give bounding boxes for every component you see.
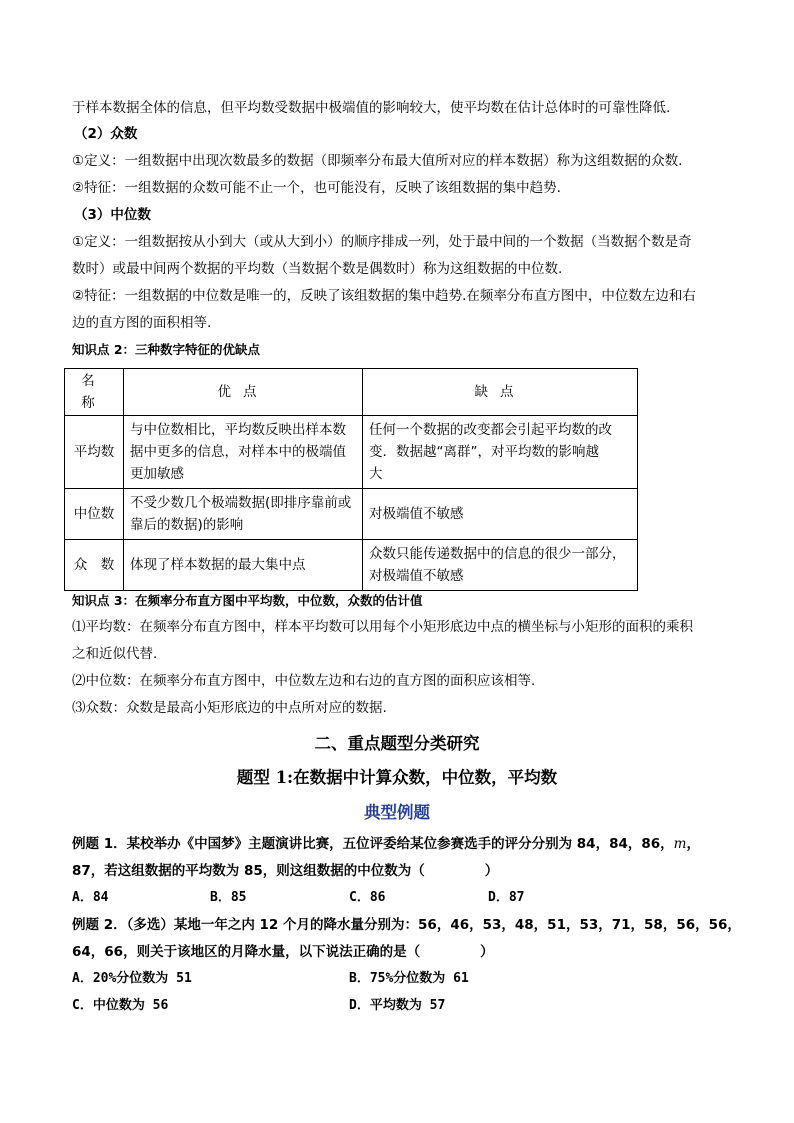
example-1-line-1: 例题 1．某校举办《中国梦》主题演讲比赛，五位评委给某位参赛选手的评分分别为 84，84，86，m，	[72, 836, 700, 852]
table-row-mean	[65, 416, 638, 489]
example-2-line-2: 64，66，则关于该地区的月降水量，以下说法正确的是（ ）	[72, 944, 494, 960]
example-2-line-1: 例题 2．（多选）某地一年之内 12 个月的降水量分别为：56，46，53，48，51，53，71，58，56，56，	[72, 917, 741, 933]
section-title: 二、重点题型分类研究	[314, 734, 480, 753]
kp3-mean-1: ⑴平均数：在频率分布直方图中，样本平均数可以用每个小矩形底边中点的横坐标与小矩形的面积的乘积	[72, 619, 693, 635]
mode-feature: ②特征：一组数据的众数可能不止一个，也可能没有，反映了该组数据的集中趋势.	[72, 180, 561, 196]
median-feature-2: 边的直方图的面积相等.	[72, 315, 212, 331]
example-2-option-b: B．75%分位数为 61	[349, 971, 469, 986]
kp3-mean-2: 之和近似代替.	[72, 646, 158, 662]
example-1-option-a: A．84	[72, 890, 109, 905]
header-name: 名称	[65, 369, 124, 416]
knowledge-point-3-title: 知识点 3：在频率分布直方图中平均数，中位数，众数的估计值	[72, 593, 423, 608]
row-disadvantages: 众数只能传递数据中的信息的很少一部分， 对极端值不敏感	[363, 540, 638, 591]
header-disadvantages: 缺点	[363, 369, 638, 416]
table-row-median	[65, 489, 638, 540]
example-1-option-c: C．86	[349, 890, 386, 905]
example-1-option-d: D．87	[488, 890, 525, 905]
question-type-title: 题型 1:在数据中计算众数，中位数，平均数	[236, 768, 558, 787]
example-heading: 典型例题	[364, 803, 430, 822]
row-disadvantages: 任何一个数据的改变都会引起平均数的改 变．数据越“离群”，对平均数的影响越 大	[363, 416, 638, 489]
row-advantages: 与中位数相比，平均数反映出样本数 据中更多的信息，对样本中的极端值 更加敏感	[124, 416, 363, 489]
comparison-table	[64, 368, 638, 591]
example-2-option-d: D．平均数为 57	[349, 998, 446, 1013]
median-definition-1: ①定义：一组数据按从小到大（或从大到小）的顺序排成一列，处于最中间的一个数据（当数据个数是奇	[72, 234, 692, 250]
kp3-mode: ⑶众数：众数是最高小矩形底边的中点所对应的数据.	[72, 700, 387, 716]
knowledge-point-2-title: 知识点 2：三种数字特征的优缺点	[72, 342, 261, 357]
intro-line: 于样本数据全体的信息，但平均数受数据中极端值的影响较大，使平均数在估计总体时的可靠性降低.	[72, 100, 671, 116]
example-2-option-a: A．20%分位数为 51	[72, 971, 192, 986]
median-feature-1: ②特征：一组数据的中位数是唯一的，反映了该组数据的集中趋势.在频率分布直方图中，中位数左边和右	[72, 288, 696, 304]
mode-definition: ①定义：一组数据中出现次数最多的数据（即频率分布最大值所对应的样本数据）称为这组数据的众数.	[72, 153, 683, 169]
table-header-row	[65, 369, 638, 416]
mode-title: （2）众数	[74, 126, 138, 142]
variable-m: m	[673, 836, 687, 852]
kp3-median: ⑵中位数：在频率分布直方图中，中位数左边和右边的直方图的面积应该相等.	[72, 673, 536, 689]
row-advantages: 不受少数几个极端数据(即排序靠前或 靠后的数据)的影响	[124, 489, 363, 540]
row-advantages: 体现了样本数据的最大集中点	[124, 540, 363, 591]
example-2-option-c: C．中位数为 56	[72, 998, 169, 1013]
row-name: 中位数	[65, 489, 124, 540]
median-title: （3）中位数	[74, 207, 151, 223]
table-row-mode	[65, 540, 638, 591]
row-name: 众 数	[65, 540, 124, 591]
example-1-line-2: 87，若这组数据的平均数为 85，则这组数据的中位数为（ ）	[72, 863, 499, 879]
row-name: 平均数	[65, 416, 124, 489]
row-disadvantages: 对极端值不敏感	[363, 489, 638, 540]
example-1-option-b: B．85	[210, 890, 247, 905]
median-definition-2: 数时）或最中间两个数据的平均数（当数据个数是偶数时）称为这组数据的中位数.	[72, 261, 563, 277]
header-advantages: 优点	[124, 369, 363, 416]
